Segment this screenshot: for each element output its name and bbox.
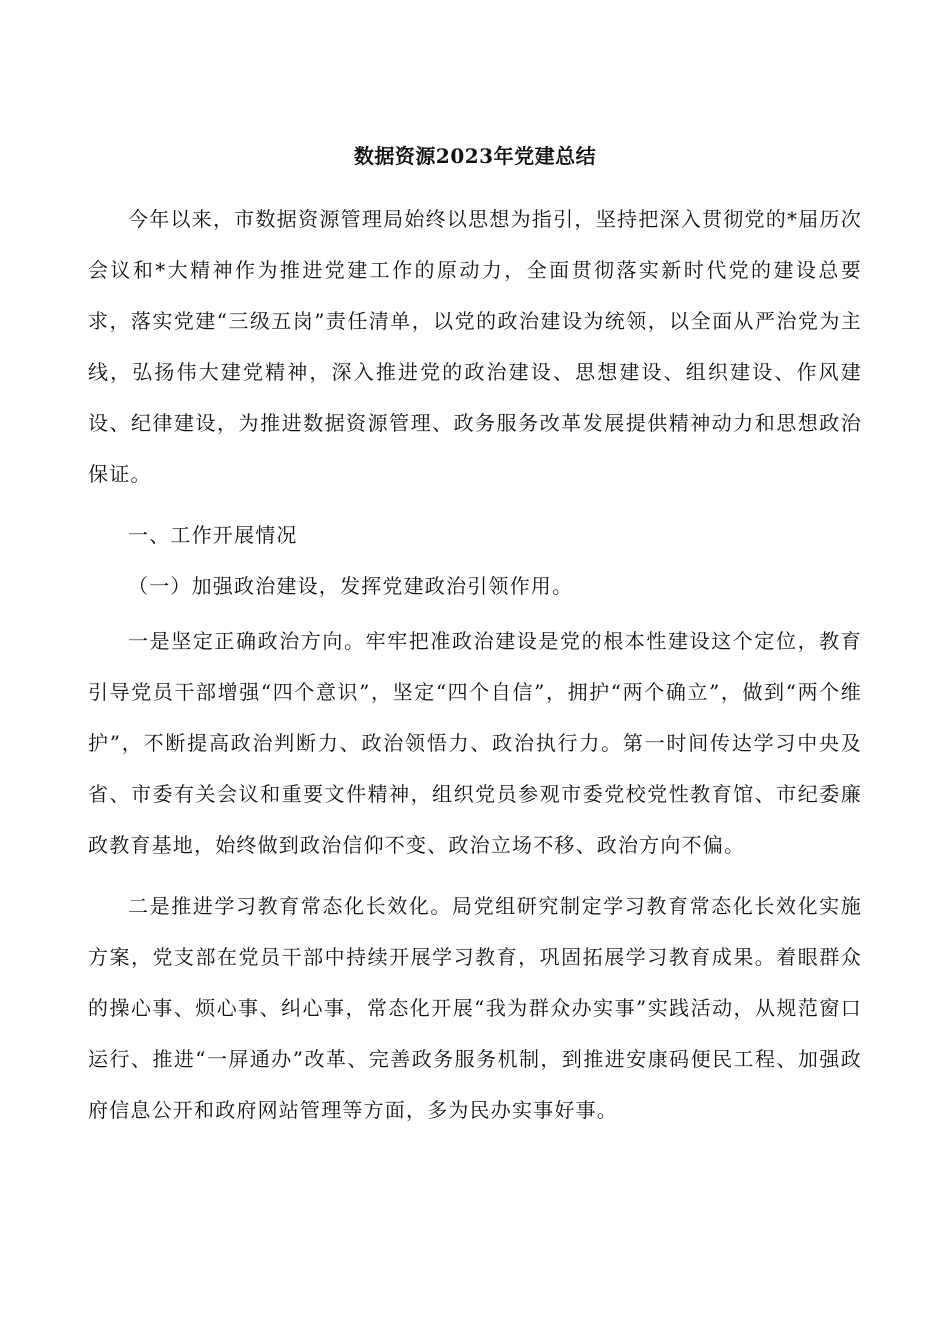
- body-paragraph-learning-education: 二是推进学习教育常态化长效化。局党组研究制定学习教育常态化长效化实施方案，党支部在党员干部中持续开展学习教育，巩固拓展学习教育成果。着眼群众的操心事、烦心事、纠心事，常态化开展“我为群众办实事”实践活动，从规范窗口运行、推进“一屏通办”改革、完善政务服务机制，到推进安康码便民工程、加强政府信息公开和政府网站管理等方面，多为民办实事好事。: [88, 894, 862, 1122]
- subsection-heading: （一）加强政治建设，发挥党建政治引领作用。: [128, 574, 574, 598]
- intro-paragraph: 今年以来，市数据资源管理局始终以思想为指引，坚持把深入贯彻党的*届历次会议和*大精神作为推进党建工作的原动力，全面贯彻落实新时代党的建设总要求，落实党建“三级五岗”责任清单，以党的政治建设为统领，以全面从严治党为主线，弘扬伟大建党精神，深入推进党的政治建设、思想建设、组织建设、作风建设、纪律建设，为推进数据资源管理、政务服务改革发展提供精神动力和思想政治保证。: [88, 207, 862, 486]
- body-paragraph-political-direction: 一是坚定正确政治方向。牢牢把准政治建设是党的根本性建设这个定位，教育引导党员干部增强“四个意识”，坚定“四个自信”，拥护“两个确立”，做到“两个维护”，不断提高政治判断力、政治领悟力、政治执行力。第一时间传达学习中央及省、市委有关会议和重要文件精神，组织党员参观市委党校党性教育馆、市纪委廉政教育基地，始终做到政治信仰不变、政治立场不移、政治方向不偏。: [88, 629, 862, 857]
- document-page: [88, 140, 862, 1146]
- section-heading: 一、工作开展情况: [128, 523, 298, 547]
- document-title: 数据资源2023年党建总结: [353, 144, 597, 168]
